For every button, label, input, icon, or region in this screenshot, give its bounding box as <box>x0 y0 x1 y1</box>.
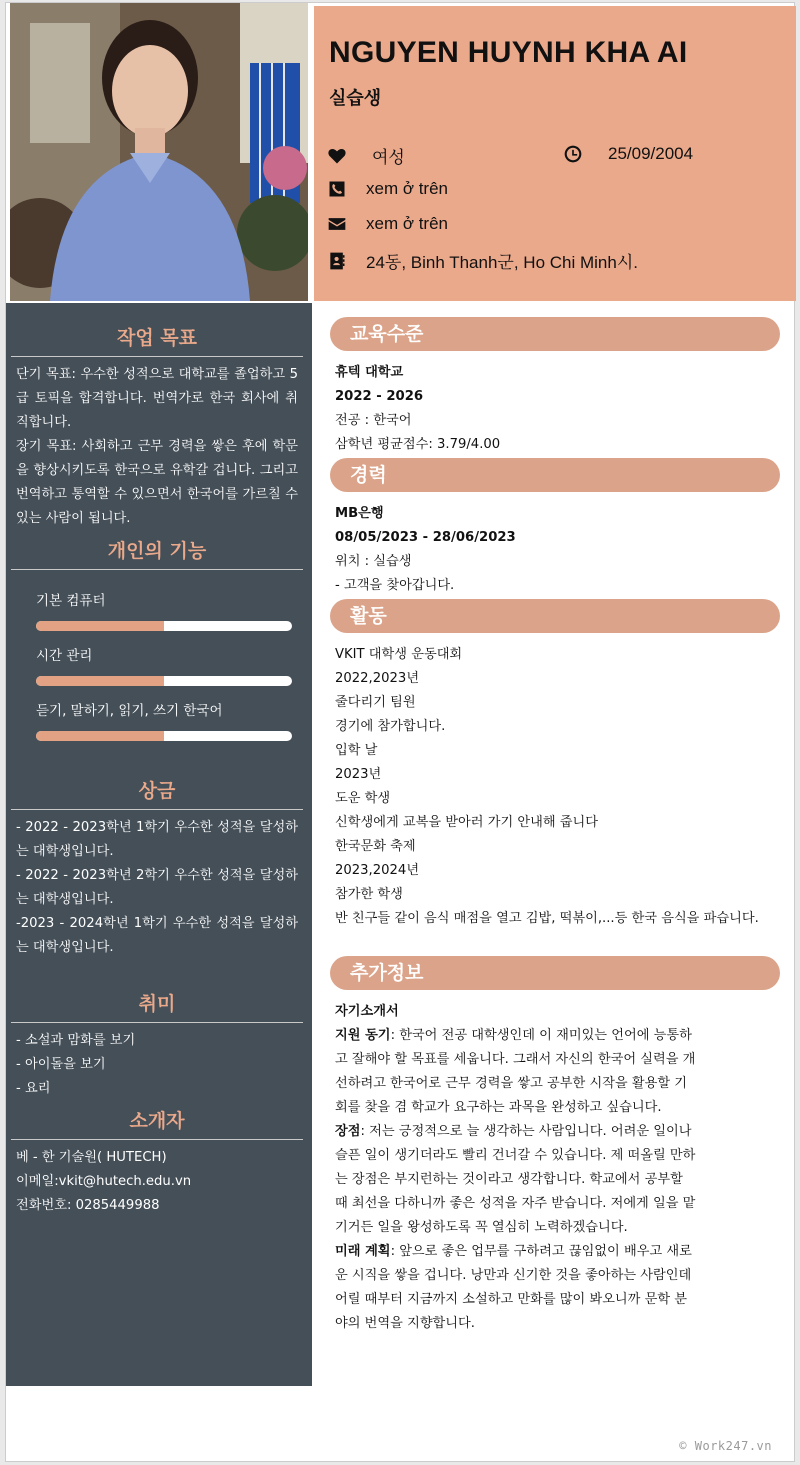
hobbies-title: 취미 <box>11 989 303 1023</box>
education-major: 전공 : 한국어 <box>335 413 412 428</box>
envelope-icon <box>326 213 348 235</box>
plan-paragraph <box>335 1240 697 1336</box>
email-row <box>326 213 448 235</box>
awards-title: 상금 <box>11 776 303 810</box>
references-text: 베 - 한 기술원( HUTECH) 이메일:vkit@hutech.edu.vn 전화번호: 0285449988 <box>16 1150 192 1213</box>
motivation-text: : 한국어 전공 대학생인데 이 재미있는 언어에 능통하고 잘해야 할 목표를 세웁니다. 그래서 자신의 한국어 실력을 개선하려고 한국어로 근무 경력을 쌓고 공부한 시작을 활용할 기회를 찾을 겸 학교가 요구하는 과목을 완성하고 싶습니다. <box>335 1028 696 1115</box>
activities-heading: 활동 <box>330 599 780 633</box>
school-name: 휴텍 대학교 <box>335 365 404 380</box>
motivation-label: 지원 동기 <box>335 1028 391 1043</box>
skill-fill <box>36 731 164 741</box>
birthday-row <box>562 143 693 165</box>
education-block <box>335 361 775 457</box>
plan-label: 미래 계획 <box>335 1244 391 1259</box>
birthday-value: 25/09/2004 <box>608 144 694 163</box>
skill-fill <box>36 676 164 686</box>
gender-value: 여성 <box>372 148 405 167</box>
plan-text: : 앞으로 좋은 업무를 구하려고 끊임없이 배우고 새로운 시직을 쌓을 겁니다. 낭만과 신기한 것을 좋아하는 사람인데 어릴 때부터 지금까지 소설하고 만화를 많이 봐오니까 문학 분야의 번역을 지향합니다. <box>335 1244 692 1331</box>
candidate-name: NGUYEN HUYNH KHA AI <box>329 36 688 69</box>
motivation-paragraph <box>335 1024 697 1120</box>
footer-watermark: © Work247.vn <box>679 1439 772 1453</box>
education-period: 2022 - 2026 <box>335 389 424 404</box>
strength-paragraph <box>335 1120 697 1240</box>
header-panel <box>314 6 796 301</box>
candidate-role: 실습생 <box>329 88 382 109</box>
experience-period: 08/05/2023 - 28/06/2023 <box>335 530 516 545</box>
sidebar <box>6 303 312 1386</box>
education-gpa: 삼학년 평균점수: 3.79/4.00 <box>335 437 501 452</box>
phone-row <box>326 178 448 200</box>
cv-page <box>5 2 795 1462</box>
address-row <box>326 248 638 273</box>
heart-icon <box>326 145 348 167</box>
skill-bar <box>36 676 292 686</box>
experience-position: 위치 : 실습생 <box>335 554 412 569</box>
clock-icon <box>562 143 584 165</box>
objective-text: 단기 목표: 우수한 성적으로 대학교를 졸업하고 5급 토픽을 합격합니다. 번역가로 한국 회사에 취직합니다. 장기 목표: 사회하고 근무 경력을 쌓은 후에 학문을 향상시키도록 한국으로 유학갈 겁니다. 그리고 번역하고 통역할 수 있으면서 한국어를 가르칠 수 있는 사람이 됩니다. <box>16 367 298 526</box>
phone-icon <box>326 178 348 200</box>
strength-text: : 저는 긍정적으로 늘 생각하는 사람입니다. 어려운 일이나 슬픈 일이 생기더라도 빨리 건너갈 수 있습니다. 제 떠올릴 만하는 장점은 부지런하는 것이라고 생각합니다. 학교에서 공부할 때 최선을 다하니까 좋은 성적을 자주 받습니다. 저에게 일을 맡기거든 일을 왕성하도록 꼭 열심히 노력하겠습니다. <box>335 1124 696 1235</box>
phone-value: xem ở trên <box>366 179 449 198</box>
education-heading: 교육수준 <box>330 317 780 351</box>
references-title: 소개자 <box>11 1106 303 1140</box>
address-value: 24동, Binh Thanh군, Ho Chi Minh시. <box>366 253 638 272</box>
skill-label: 시간 관리 <box>36 648 93 664</box>
activities-text: VKIT 대학생 운동대회 2022,2023년 줄다리기 팀원 경기에 참가합니다. 입학 날 2023년 도운 학생 신학생에게 교복을 받아러 가기 안내해 줍니다 한국문화 축제 2023,2024년 참가한 학생 반 친구들 같이 음식 매점을 열고 김밥, 떡볶이,...등 한국 음식을 파습니다. <box>335 647 759 926</box>
extra-heading: 추가정보 <box>330 956 780 990</box>
objective-title: 작업 목표 <box>11 323 303 357</box>
gender-row <box>326 143 405 168</box>
skill-bar <box>36 621 292 631</box>
awards-text: - 2022 - 2023학년 1학기 우수한 성적을 달성하는 대학생입니다. - 2022 - 2023학년 2학기 우수한 성적을 달성하는 대학생입니다. -2023 - 2024학년 1학기 우수한 성적을 달성하는 대학생입니다. <box>16 820 298 955</box>
skill-bar <box>36 731 292 741</box>
profile-photo <box>10 3 308 301</box>
hobbies-text: - 소설과 맘화를 보기 - 아이돌을 보기 - 요리 <box>16 1033 136 1096</box>
address-book-icon <box>326 250 348 272</box>
skill-label: 듣기, 말하기, 읽기, 쓰기 한국어 <box>36 703 223 719</box>
strength-label: 장점 <box>335 1124 361 1139</box>
experience-desc: - 고객을 찾아갑니다. <box>335 578 455 593</box>
company-name: MB은행 <box>335 506 384 521</box>
email-value: xem ở trên <box>366 214 449 233</box>
experience-block <box>335 502 775 598</box>
extra-block <box>335 1000 697 1336</box>
skill-fill <box>36 621 164 631</box>
experience-heading: 경력 <box>330 458 780 492</box>
skills-title: 개인의 기능 <box>11 536 303 570</box>
intro-label: 자기소개서 <box>335 1004 399 1019</box>
skill-label: 기본 컴퓨터 <box>36 593 106 609</box>
